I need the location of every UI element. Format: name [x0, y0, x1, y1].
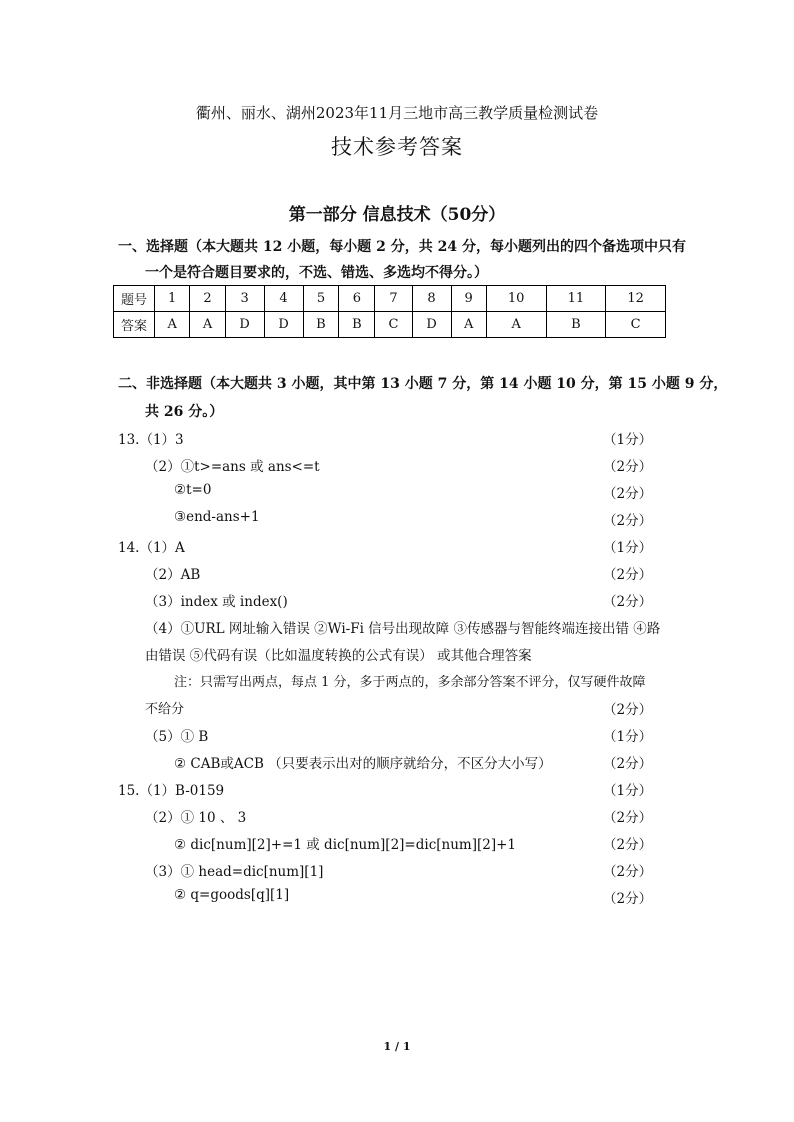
table-cell: B: [303, 312, 339, 338]
table-cell: B: [546, 312, 606, 338]
answer-line: ② dic[num][2]+=1 或 dic[num][2]=dic[num][2]+1: [174, 837, 517, 853]
table-cell: A: [451, 312, 486, 338]
table-cell: 6: [339, 286, 375, 312]
score-label: （2分）: [603, 837, 653, 853]
answer-line: ② CAB或ACB （只要表示出对的顺序就给分，不区分大小写）: [174, 756, 552, 772]
score-label: （2分）: [603, 810, 653, 826]
part-title: 第一部分 信息技术（50分）: [288, 205, 506, 225]
section2-heading: 二、非选择题（本大题共 3 小题，其中第 13 小题 7 分，第 14 小题 10 分，第 15 小题 9 分，: [118, 376, 728, 392]
table-cell: D: [225, 312, 264, 338]
score-label: （2分）: [603, 756, 653, 772]
answer-line: （3）index 或 index(): [145, 594, 288, 610]
grading-note: 不给分: [145, 702, 185, 717]
table-cell: D: [412, 312, 451, 338]
table-cell: 11: [546, 286, 606, 312]
answer-line: （4）①URL 网址输入错误 ②Wi-Fi 信号出现故障 ③传感器与智能终端连接出错 ④路: [145, 621, 661, 637]
score-label: （1分）: [603, 432, 653, 448]
score-label: （1分）: [603, 540, 653, 556]
table-cell: C: [375, 312, 412, 338]
answer-table: [113, 285, 666, 338]
score-label: （2分）: [603, 567, 653, 583]
table-cell: 1: [155, 286, 190, 312]
answer-line: （2）①t>=ans 或 ans<=t: [145, 459, 320, 475]
table-cell: 5: [303, 286, 339, 312]
table-cell: A: [190, 312, 225, 338]
table-cell: 10: [486, 286, 546, 312]
score-label: （2分）: [603, 594, 653, 610]
exam-title: 衢州、丽水、湖州2023年11月三地市高三教学质量检测试卷: [195, 104, 599, 122]
answer-line: （3）① head=dic[num][1]: [145, 864, 324, 880]
table-cell: D: [264, 312, 303, 338]
table-header-label: 答案: [114, 312, 155, 338]
answer-line: （5）① B: [145, 729, 209, 745]
score-label: （1分）: [603, 783, 653, 799]
answer-line: ②t=0: [174, 482, 212, 498]
grading-note: 注：只需写出两点，每点 1 分，多于两点的，多余部分答案不评分，仅写硬件故障: [174, 675, 646, 690]
score-label: （2分）: [603, 702, 653, 718]
table-cell: B: [339, 312, 375, 338]
table-cell: 4: [264, 286, 303, 312]
answer-line: 13.（1）3: [118, 432, 184, 448]
answer-line: 14.（1）A: [118, 540, 185, 556]
table-cell: 2: [190, 286, 225, 312]
section2-heading-cont: 共 26 分。）: [145, 404, 224, 420]
table-cell: 9: [451, 286, 486, 312]
table-row-answers: [114, 312, 666, 338]
answer-line: 由错误 ⑤代码有误（比如温度转换的公式有误） 或其他合理答案: [145, 648, 532, 664]
table-cell: A: [486, 312, 546, 338]
page-number: 1 / 1: [383, 1040, 411, 1053]
table-cell: 12: [606, 286, 666, 312]
table-header-label: 题号: [114, 286, 155, 312]
answer-line: 15.（1）B-0159: [118, 783, 225, 799]
answer-line: （2）① 10 、 3: [145, 810, 247, 826]
table-cell: 3: [225, 286, 264, 312]
score-label: （2分）: [603, 513, 653, 529]
score-label: （2分）: [603, 459, 653, 475]
table-cell: 8: [412, 286, 451, 312]
score-label: （2分）: [603, 486, 653, 502]
answer-line: ② q=goods[q][1]: [174, 887, 290, 903]
table-cell: 7: [375, 286, 412, 312]
score-label: （2分）: [603, 891, 653, 907]
table-cell: C: [606, 312, 666, 338]
score-label: （1分）: [603, 729, 653, 745]
answer-line: （2）AB: [145, 567, 201, 583]
section1-heading: 一、选择题（本大题共 12 小题，每小题 2 分，共 24 分，每小题列出的四个备选项中只有: [118, 239, 686, 255]
table-cell: A: [155, 312, 190, 338]
table-row-questions: [114, 286, 666, 312]
answer-line: ③end-ans+1: [174, 509, 260, 525]
answer-key-title: 技术参考答案: [331, 135, 463, 159]
score-label: （2分）: [603, 864, 653, 880]
section1-heading-cont: 一个是符合题目要求的，不选、错选、多选均不得分。）: [145, 265, 488, 281]
